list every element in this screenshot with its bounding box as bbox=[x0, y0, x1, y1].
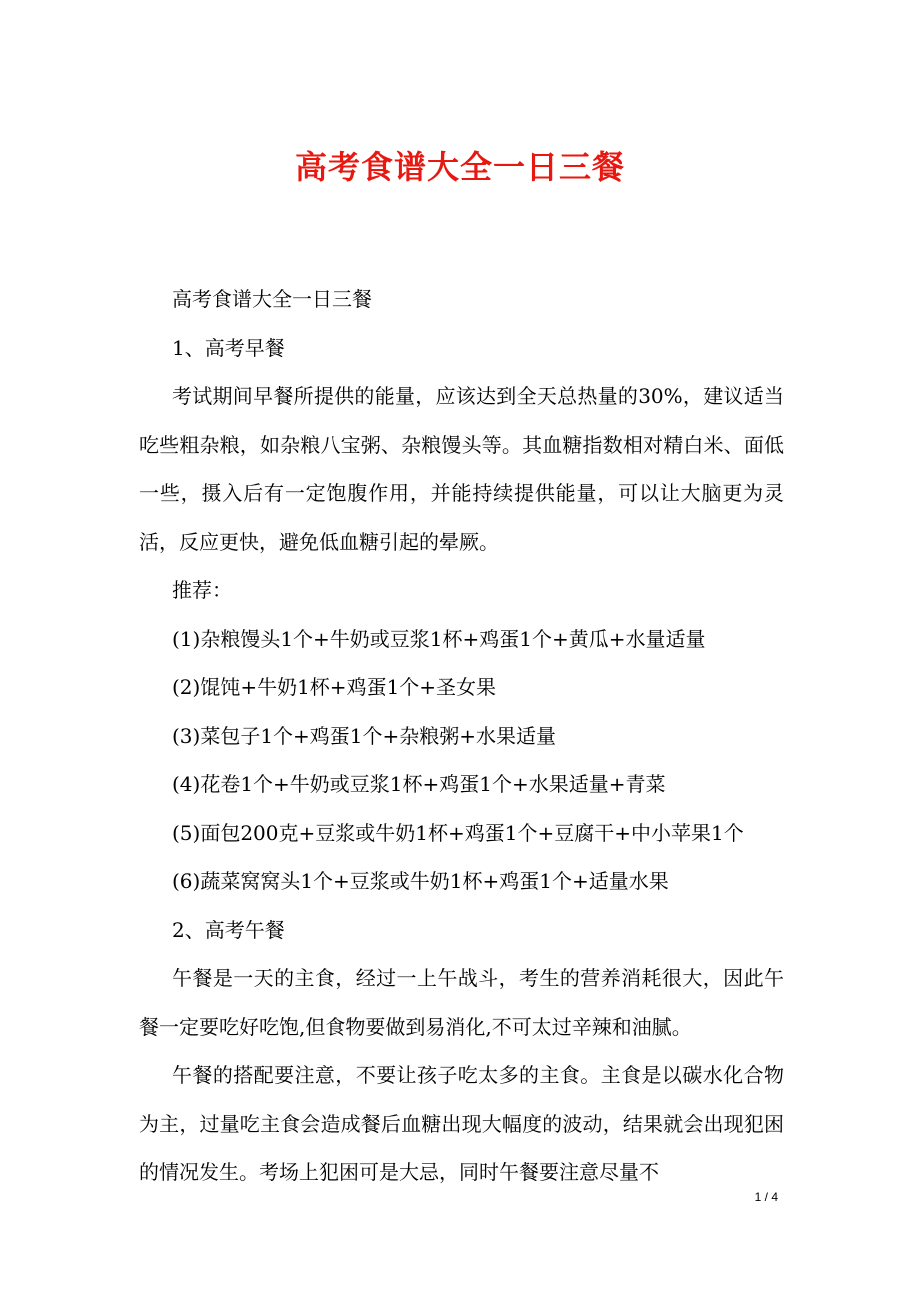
list-item: (3)菜包子1个+鸡蛋1个+杂粮粥+水果适量 bbox=[172, 723, 557, 748]
list-item: (1)杂粮馒头1个+牛奶或豆浆1杯+鸡蛋1个+黄瓜+水量适量 bbox=[172, 626, 706, 651]
document-body bbox=[139, 275, 784, 1197]
list-item: (5)面包200克+豆浆或牛奶1杯+鸡蛋1个+豆腐干+中小苹果1个 bbox=[172, 820, 744, 845]
section-heading-breakfast: 1、高考早餐 bbox=[172, 335, 285, 360]
paragraph: 考试期间早餐所提供的能量，应该达到全天总热量的30%，建议适当吃些粗杂粮，如杂粮八宝粥、杂粮馒头等。其血糖指数相对精白米、面低一些，摄入后有一定饱腹作用，并能持续提供能量，可以让大脑更为灵活，反应更快，避免低血糖引起的晕厥。 bbox=[139, 384, 784, 554]
list-item: (4)花卷1个+牛奶或豆浆1杯+鸡蛋1个+水果适量+青菜 bbox=[172, 772, 666, 796]
paragraph-heading: 高考食谱大全一日三餐 bbox=[172, 287, 372, 311]
paragraph: 推荐： bbox=[172, 578, 232, 602]
list-item: (2)馄饨+牛奶1杯+鸡蛋1个+圣女果 bbox=[172, 675, 497, 699]
document-title: 高考食谱大全一日三餐 bbox=[294, 148, 625, 186]
page-number: 1 / 4 bbox=[754, 1190, 778, 1204]
section-heading-lunch: 2、高考午餐 bbox=[172, 917, 285, 942]
paragraph: 午餐是一天的主食，经过一上午战斗，考生的营养消耗很大，因此午餐一定要吃好吃饱,但食物要做到易消化,不可太过辛辣和油腻。 bbox=[139, 966, 784, 1039]
list-item: (6)蔬菜窝窝头1个+豆浆或牛奶1杯+鸡蛋1个+适量水果 bbox=[172, 869, 669, 893]
paragraph: 午餐的搭配要注意，不要让孩子吃太多的主食。主食是以碳水化合物为主，过量吃主食会造成餐后血糖出现大幅度的波动，结果就会出现犯困的情况发生。考场上犯困可是大忌，同时午餐要注意尽量不 bbox=[139, 1063, 784, 1184]
